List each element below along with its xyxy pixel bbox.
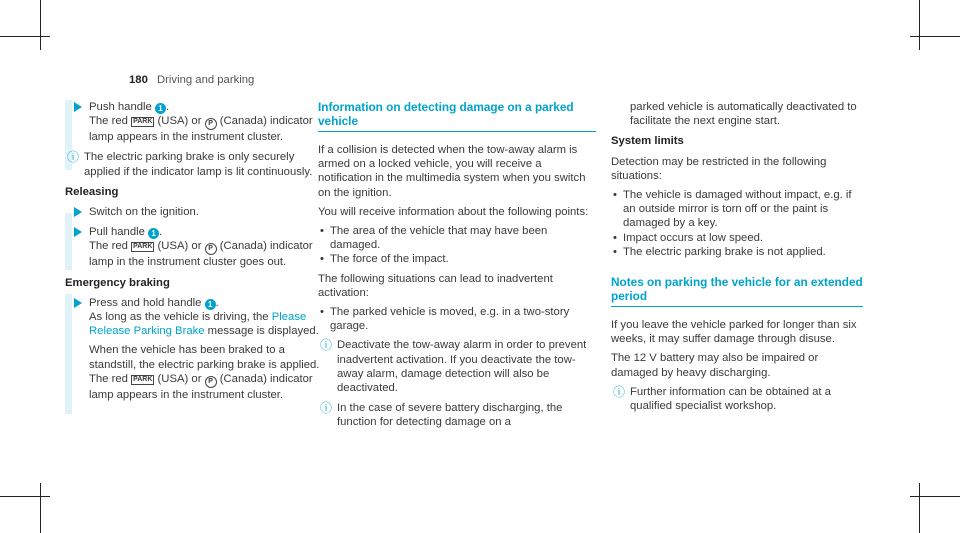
info-note: ⓘ In the case of severe battery discharging, the function for detecting damage on a [320, 401, 563, 429]
info-note: ⓘ Deactivate the tow-away alarm in order to prevent inadvertent activation. If you deactivate the tow-away alarm, damage detection will also be deactivated. [320, 338, 587, 395]
crop-mark [910, 36, 960, 37]
step-push-handle: Push handle 1 . The red PARK (USA) or P (Canada) indicator lamp appears in the instrument cluster. [65, 100, 320, 144]
info-icon: ⓘ [613, 384, 626, 399]
bullet-list [318, 224, 596, 267]
paragraph: parked vehicle is automatically deactivated to facilitate the next engine start. [630, 101, 857, 128]
info-note: ⓘ The electric parking brake is only securely applied if the indicator lamp is lit continuously. [67, 150, 313, 178]
step-arrow-icon [74, 207, 82, 217]
subheading-emergency: Emergency braking [65, 276, 170, 289]
info-icon: ⓘ [67, 150, 80, 165]
page-number: 180 [129, 74, 148, 86]
list-item: • The electric parking brake is not applied. [611, 245, 863, 259]
p-lamp-icon: P [205, 243, 217, 255]
paragraph: Detection may be restricted in the following situations: [611, 155, 827, 182]
page-header [129, 73, 254, 87]
list-item: • The vehicle is damaged without impact, e.g. if an outside mirror is torn off or the paint is damaged by a key. [611, 188, 863, 231]
info-icon: ⓘ [320, 338, 333, 353]
paragraph: If a collision is detected when the tow-away alarm is armed on a locked vehicle, you will receive a notification in the multimedia system when you switch on the ignition. [318, 144, 586, 199]
step-pull-handle: Pull handle 1 . The red PARK (USA) or P (Canada) indicator lamp in the instrument cluster goes out. [65, 225, 320, 269]
list-item: • Impact occurs at low speed. [611, 231, 863, 245]
section-heading: Information on detecting damage on a parked vehicle [318, 100, 596, 132]
park-lamp-icon: PARK [133, 375, 153, 383]
handle-number-icon: 1 [148, 228, 159, 239]
subheading-releasing: Releasing [65, 185, 119, 198]
column-left [65, 100, 320, 408]
subheading-system-limits: System limits [611, 135, 684, 148]
column-right [611, 100, 863, 419]
list-item: • The force of the impact. [318, 252, 596, 266]
paragraph: The following situations can lead to inadvertent activation: [318, 272, 553, 299]
display-message: Please Release Parking Brake [89, 311, 307, 338]
crop-mark [919, 483, 920, 533]
p-lamp-icon: P [205, 118, 217, 130]
bullet-list [611, 188, 863, 259]
step-ignition: Switch on the ignition. [65, 205, 320, 219]
handle-number-icon: 1 [155, 103, 166, 114]
handle-number-icon: 1 [205, 299, 216, 310]
crop-mark [40, 483, 41, 533]
paragraph: If you leave the vehicle parked for longer than six weeks, it may suffer damage through disuse. [611, 319, 857, 346]
step-arrow-icon [74, 298, 82, 308]
info-icon: ⓘ [320, 401, 333, 416]
crop-mark [0, 496, 50, 497]
step-press-handle: Press and hold handle 1 . As long as the vehicle is driving, the Please Release Parking Brake message is displayed. When the vehicle has been braked to a standstill, the electric parking brake is applied. The red PARK (USA) or P (Canada) indicator lamp appears in the instrument cluster. [65, 296, 320, 402]
crop-mark [919, 0, 920, 50]
column-middle [318, 100, 596, 436]
section-title: Driving and parking [157, 74, 255, 86]
section-heading: Notes on parking the vehicle for an extended period [611, 275, 863, 307]
crop-mark [910, 496, 960, 497]
crop-mark [40, 0, 41, 50]
list-item: • The parked vehicle is moved, e.g. in a two-story garage. [318, 305, 596, 333]
paragraph: The 12 V battery may also be impaired or damaged by heavy discharging. [611, 352, 819, 379]
info-note: ⓘ Further information can be obtained at a qualified specialist workshop. [613, 384, 831, 413]
crop-mark [0, 36, 50, 37]
step-arrow-icon [74, 227, 82, 237]
step-arrow-icon [74, 102, 82, 112]
p-lamp-icon: P [205, 376, 217, 388]
bullet-list [318, 305, 596, 333]
park-lamp-icon: PARK [133, 243, 153, 251]
paragraph: You will receive information about the following points: [318, 205, 589, 218]
park-lamp-icon: PARK [133, 118, 153, 126]
list-item: • The area of the vehicle that may have been damaged. [318, 224, 596, 252]
